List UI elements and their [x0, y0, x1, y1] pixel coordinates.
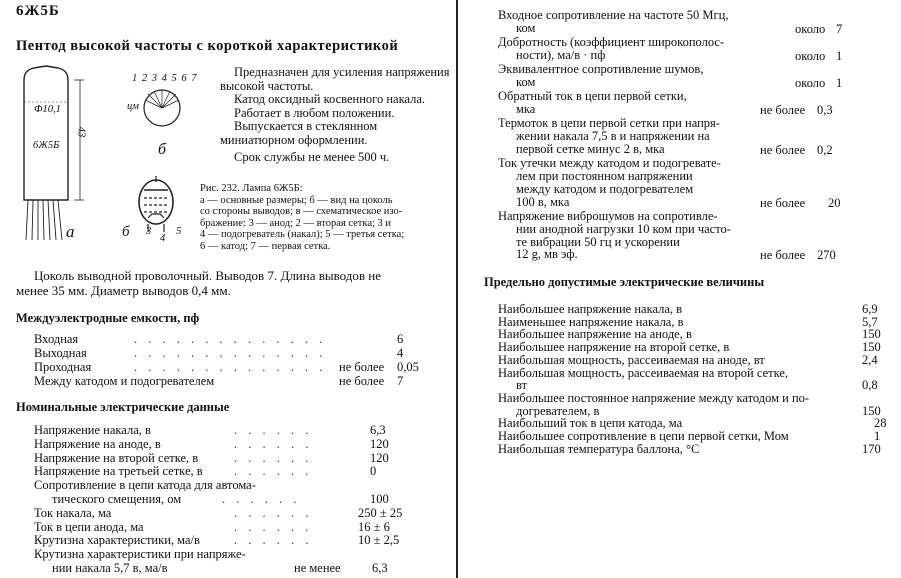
figure-caption [200, 183, 455, 252]
parameter-line: между катодом и подогревателем [516, 181, 694, 196]
row-label: Ток в цепи анода, ма [34, 519, 144, 534]
row-value: 100 [370, 492, 389, 506]
parameter-limit: около [795, 48, 826, 63]
parameter-line: лем при постоянном напряжении [516, 169, 693, 184]
parameter-limit: не более [760, 143, 806, 157]
row-label: Наименьшее напряжение накала, в [498, 314, 684, 329]
row-label: Крутизна характеристики при напряже- [34, 547, 246, 562]
column-divider [456, 0, 458, 578]
row-label: вт [516, 378, 528, 393]
leader-dots: . . . . . . [234, 423, 313, 437]
row-value: 150 [862, 327, 881, 342]
intro-text [220, 66, 455, 165]
row-value: 0,05 [397, 360, 419, 374]
caption-line: а — основные размеры; б — вид на цоколь [200, 194, 393, 206]
limits-heading: Предельно допустимые электрические величины [484, 275, 765, 289]
parameter-limit: не более [760, 195, 806, 210]
row-value: 250 ± 25 [358, 505, 403, 520]
intro-line: Работает в любом положении. [234, 105, 395, 120]
row-label: Напряжение на аноде, в [34, 436, 161, 451]
row-value: 2,4 [862, 352, 878, 367]
parameter-limit: около [795, 21, 826, 36]
figure-label-a: а [66, 222, 75, 241]
parameter-limit: около [795, 76, 826, 90]
leader-dots: . . . . . . . . . . . . . . [134, 333, 327, 346]
lamp-diameter-label: Ф10,1 [34, 104, 61, 115]
row-label: Наибольшее напряжение на второй сетке, в [498, 340, 730, 355]
parameter-line: Добротность (коэффициент широкополос- [498, 35, 725, 50]
row-label: Напряжение на второй сетке, в [34, 450, 199, 465]
row-label: Напряжение накала, в [34, 423, 151, 437]
row-value: 10 ± 2,5 [358, 533, 400, 548]
leader-dots: . . . . . . [234, 450, 313, 465]
row-label: тического смещения, ом [52, 492, 182, 506]
caption-line: бражение: 3 — анод; 2 — вторая сетка; 3 и [200, 217, 392, 229]
row-value: 120 [370, 436, 389, 451]
lamp-length-label: 43 [75, 126, 87, 138]
row-limit: не более [339, 360, 385, 374]
parameter-line: Термоток в цепи первой сетки при напря- [498, 116, 720, 131]
row-label: Наибольшее напряжение на аноде, в [498, 327, 692, 342]
row-label: Выходная [34, 346, 87, 360]
leader-dots: . . . . . . . . . . . . . . [134, 347, 327, 360]
row-label: Наибольшее сопротивление в цепи первой сетки, Мом [498, 429, 789, 443]
nominal-heading: Номинальные электрические данные [16, 400, 230, 414]
leader-dots: . . . . . . [234, 533, 313, 548]
parameter-line: жении накала 7,5 в и напряжении на [516, 129, 710, 144]
parameter-line: 12 g, мв эф. [516, 247, 578, 262]
pin-marker-label: цм [127, 101, 139, 112]
parameter-value: 0,3 [817, 103, 833, 118]
row-label: Наибольшая мощность, рассеиваемая на второй сетке, [498, 365, 789, 380]
row-value: 170 [862, 441, 881, 456]
row-value: 0 [370, 464, 377, 479]
row-label: Наибольшее напряжение накала, в [498, 302, 683, 316]
row-label: Крутизна характеристики, ма/в [34, 533, 200, 548]
caption-title: Рис. 232. Лампа 6Ж5Б: [200, 183, 303, 194]
base-pin-5-label: 5 [176, 226, 182, 237]
parameter-value: 270 [817, 248, 836, 263]
base-pin-3-label: 3 [146, 226, 152, 237]
intro-line: Срок службы не менее 500 ч. [234, 150, 390, 164]
leader-dots: . . . . . . [234, 505, 313, 520]
leader-dots: . . . . . . . . . . . . . . [134, 361, 327, 374]
parameter-line: Напряжение виброшумов на сопротивле- [498, 209, 718, 223]
row-label: Сопротивление в цепи катода для автома- [34, 478, 256, 493]
row-label: Напряжение на третьей сетке, в [34, 464, 203, 479]
parameter-value: 1 [836, 76, 843, 90]
row-label: догревателем, в [516, 403, 600, 418]
parameter-value: 1 [836, 48, 843, 63]
lamp-dimension-drawing [14, 62, 104, 242]
parameter-value: 20 [828, 195, 841, 210]
parameter-line: Входное сопротивление на частоте 50 Мгц, [498, 8, 729, 22]
parameter-line: 100 в, мка [516, 194, 570, 209]
caption-line: со стороны выводов; в — схематическое изо- [200, 206, 403, 217]
row-value: 5,7 [862, 314, 878, 329]
intro-line: Выпускается в стеклянном миниатюрном оформлении. [220, 119, 378, 147]
parameter-line: ком [516, 20, 536, 35]
row-label: Наибольший ток в цепи катода, ма [498, 416, 683, 431]
row-label: Входная [34, 332, 79, 346]
parameter-limit: не более [760, 248, 806, 263]
row-label: Ток накала, ма [34, 505, 112, 520]
row-label: нии накала 5,7 в, ма/в [52, 561, 168, 575]
base-note-line: менее 35 мм. Диаметр выводов 0,4 мм. [16, 283, 231, 298]
row-value: 0,8 [862, 378, 878, 393]
figure-label-b: б [158, 141, 167, 158]
intro-line: Предназначен для усиления напряжения высокой частоты. [220, 65, 450, 93]
parameter-line: нии анодной нагрузки 10 ком при часто- [516, 221, 731, 236]
row-value: 6 [397, 332, 404, 346]
parameter-line: Эквивалентное сопротивление шумов, [498, 62, 704, 77]
row-value: 150 [862, 403, 881, 418]
row-value: 16 ± 6 [358, 519, 390, 534]
caption-line: 6 — катод; 7 — первая сетка. [200, 240, 331, 252]
row-value: 120 [370, 450, 389, 465]
parameter-limit: не более [760, 103, 806, 118]
parameter-line: те вибрации 50 гц и ускорении [516, 234, 680, 249]
base-note-line: Цоколь выводной проволочный. Выводов 7. Длина выводов не [34, 268, 382, 283]
row-label: Проходная [34, 360, 92, 374]
tube-code: 6Ж5Б [16, 3, 60, 19]
parameter-line: Обратный ток в цепи первой сетки, [498, 89, 687, 104]
row-value: 6,9 [862, 302, 878, 316]
row-value: 150 [862, 340, 881, 355]
row-label: Наибольшая температура баллона, °С [498, 441, 700, 456]
row-value: 1 [874, 429, 881, 443]
row-label: Между катодом и подогревателем [34, 374, 215, 388]
row-value: 7 [397, 374, 404, 388]
parameter-line: ности), ма/в · пф [516, 47, 606, 62]
tube-schematic-symbol [134, 176, 178, 232]
parameter-line: ком [516, 75, 536, 89]
row-value: 28 [874, 416, 887, 431]
capacitances-heading: Междуэлектродные емкости, пф [16, 311, 200, 325]
parameter-line: мка [516, 102, 536, 117]
intro-line: Катод оксидный косвенного накала. [234, 92, 426, 106]
base-pin-4-label: 4 [160, 233, 166, 244]
row-value: 4 [397, 346, 404, 360]
caption-line: 4 — подогреватель (накал); 5 — третья сетка; [200, 229, 405, 240]
row-label: Наибольшее постоянное напряжение между катодом и по- [498, 390, 810, 405]
pin-view-drawing [140, 86, 184, 130]
pin-numbers: 1 2 3 4 5 6 7 [132, 73, 198, 84]
row-limit: не менее [294, 561, 341, 575]
row-label: Наибольшая мощность, рассеиваемая на аноде, вт [498, 352, 765, 367]
base-label-b: б [122, 224, 130, 240]
leader-dots: . . . . . . [234, 519, 313, 534]
row-value: 6,3 [370, 423, 386, 437]
parameter-line: Ток утечки между катодом и подогревате- [498, 156, 721, 171]
parameter-line: первой сетке минус 2 в, мка [516, 142, 665, 156]
page-title: Пентод высокой частоты с короткой характеристикой [16, 38, 399, 54]
leader-dots: . . . . . . [222, 492, 301, 506]
parameter-value: 7 [836, 21, 843, 36]
leader-dots: . . . . . . [234, 436, 313, 451]
lamp-marking-label: 6Ж5Б [33, 140, 60, 151]
parameter-value: 0,2 [817, 143, 833, 157]
leader-dots: . . . . . . [234, 464, 313, 479]
row-value: 6,3 [372, 561, 388, 575]
row-limit: не более [339, 374, 385, 388]
